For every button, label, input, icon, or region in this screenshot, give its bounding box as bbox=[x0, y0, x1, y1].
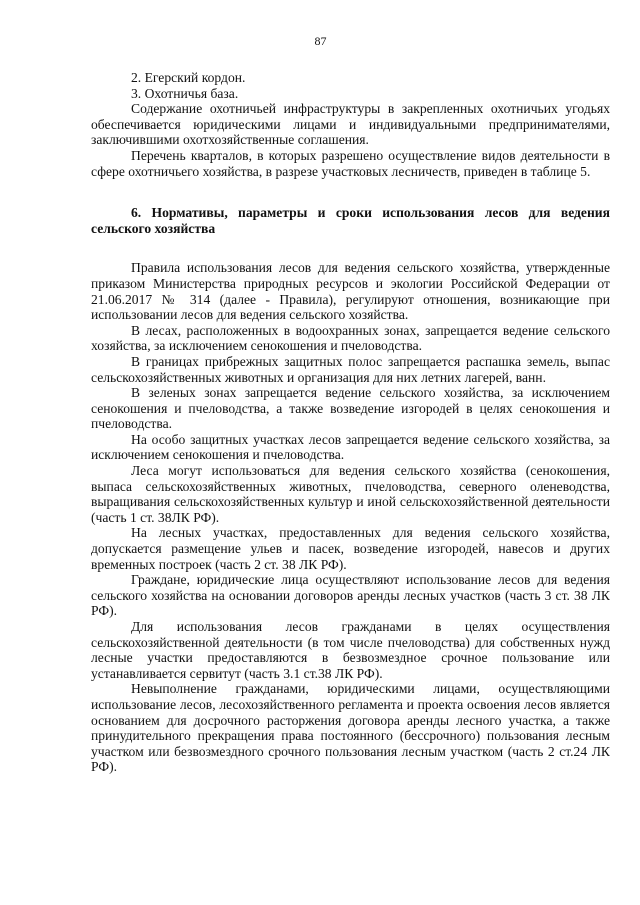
paragraph-green-zones: В зеленых зонах запрещается ведение сельского хозяйства, за исключением сенокошения и пчеловодства, а также возведение изгородей в целях сенокошения и пчеловодства. bbox=[91, 385, 610, 432]
section-heading: 6. Нормативы, параметры и сроки использования лесов для ведения сельского хозяйства bbox=[91, 205, 610, 236]
paragraph-protected-areas: На особо защитных участках лесов запрещается ведение сельского хозяйства, за исключением сенокошения и пчеловодства. bbox=[91, 431, 610, 463]
paragraph-rules: Правила использования лесов для ведения сельского хозяйства, утвержденные приказом Министерства природных ресурсов и экологии Российской Федерации от 21.06.2017 № 314 (далее - Правила), регулируют отношения, возникающие при использовании лесов для ведения сельского хозяйства. bbox=[91, 260, 610, 323]
paragraph-quarters-list: Перечень кварталов, в которых разрешено осуществление видов деятельности в сфере охотничьего хозяйства, в разрезе участковых лесничеств, приведен в таблице 5. bbox=[91, 147, 610, 179]
paragraph-violations: Невыполнение гражданами, юридическими лицами, осуществляющими использование лесов, лесохозяйственного регламента и проекта освоения лесов является основанием для досрочного расторжения договора аренды лесного участка, а также принудительного прекращения права постоянного (бессрочного) пользования лесным участком или безвозмездного срочного пользования лесным участком (часть 2 ст.24 ЛК РФ). bbox=[91, 681, 610, 775]
list-item-kordon: 2. Егерский кордон. bbox=[131, 70, 246, 85]
paragraph-coastal-strips: В границах прибрежных защитных полос запрещается распашка земель, выпас сельскохозяйственных животных и организация для них летних лагерей, ванн. bbox=[91, 353, 610, 385]
paragraph-infrastructure: Содержание охотничьей инфраструктуры в закрепленных охотничьих угодьях обеспечивается юридическими лицами и индивидуальными предпринимателями, заключившими охотхозяйственные соглашения. bbox=[91, 101, 610, 148]
paragraph-lease: Граждане, юридические лица осуществляют использование лесов для ведения сельского хозяйства на основании договоров аренды лесных участков (часть 3 ст. 38 ЛК РФ). bbox=[91, 572, 610, 619]
list-item-base: 3. Охотничья база. bbox=[131, 85, 239, 101]
paragraph-water-zones: В лесах, расположенных в водоохранных зонах, запрещается ведение сельского хозяйства, за исключением сенокошения и пчеловодства. bbox=[91, 322, 610, 354]
paragraph-usage-types: Леса могут использоваться для ведения сельского хозяйства (сенокошения, выпаса сельскохозяйственных животных, пчеловодства, северного оленеводства, выращивания сельскохозяйственных культур и иной сельскохозяйственной деятельности (часть 1 ст. 38ЛК РФ). bbox=[91, 463, 610, 525]
paragraph-own-needs: Для использования лесов гражданами в целях осуществления сельскохозяйственной деятельности (в том числе пчеловодства) для собственных нужд лесные участки предоставляются в безвозмездное срочное пользование или устанавливается сервитут (часть 3.1 ст.38 ЛК РФ). bbox=[91, 619, 610, 681]
page-number: 87 bbox=[314, 34, 327, 48]
paragraph-beehives: На лесных участках, предоставленных для ведения сельского хозяйства, допускается размещение ульев и пасек, возведение изгородей, навесов и других временных построек (часть 2 ст. 38 ЛК РФ). bbox=[91, 525, 610, 572]
